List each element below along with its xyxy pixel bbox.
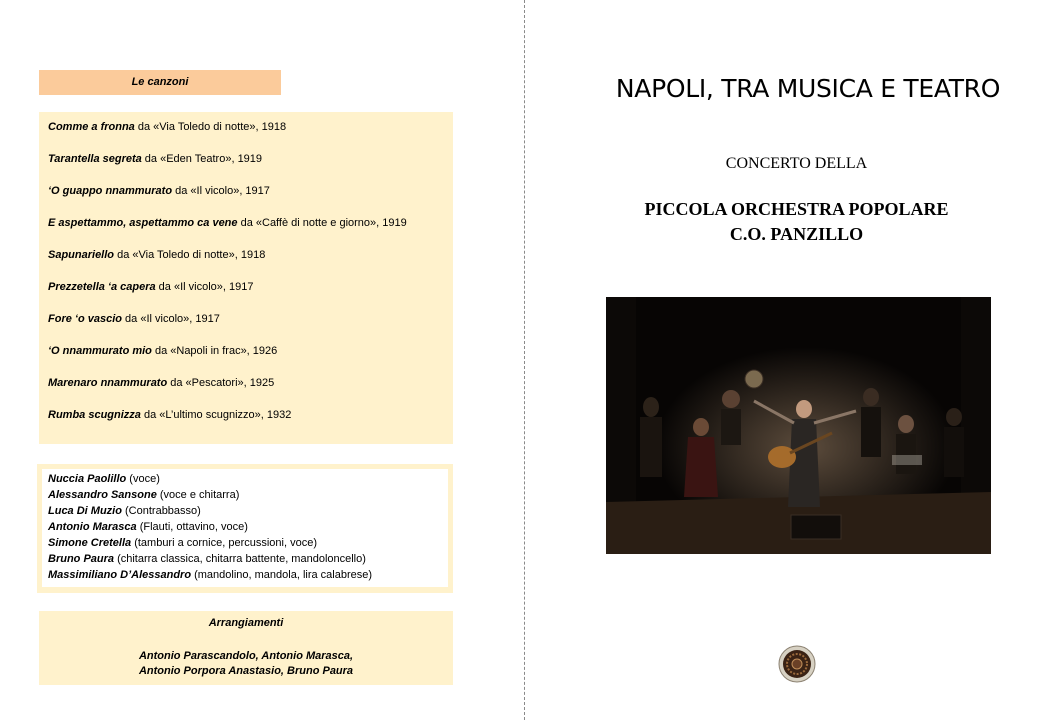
- performer-name: Massimiliano D’Alessandro: [48, 569, 192, 581]
- song-source: da «Via Toledo di notte», 1918: [114, 249, 266, 261]
- performer-item: [48, 520, 248, 534]
- song-title: Tarantella segreta: [48, 153, 142, 165]
- song-title: ‘O guappo nnammurato: [48, 185, 173, 197]
- song-title: ‘O nnammurato mio: [48, 345, 152, 357]
- song-item: [48, 248, 265, 262]
- song-source: da «L’ultimo scugnizzo», 1932: [140, 409, 292, 421]
- arrangements-box: [39, 611, 453, 685]
- arrangements-heading: Arrangiamenti: [208, 617, 284, 629]
- song-title: Prezzetella ‘a capera: [48, 281, 156, 293]
- song-source: da «Il vicolo», 1917: [155, 281, 254, 293]
- song-source: da «Caffè di notte e giorno», 1919: [237, 217, 407, 229]
- song-item: [48, 184, 270, 198]
- song-item: [48, 344, 277, 358]
- song-item: [48, 312, 220, 326]
- song-item: [48, 120, 286, 134]
- performer-role: (voce e chitarra): [156, 489, 240, 501]
- performer-item: [48, 536, 317, 550]
- song-title: Fore ‘o vascio: [48, 313, 122, 325]
- song-title: Marenaro nnammurato: [48, 377, 168, 389]
- performer-role: (chitarra classica, chitarra battente, mandoloncello): [114, 553, 366, 565]
- concert-subtitle: CONCERTO DELLA: [725, 155, 868, 172]
- performer-role: (tamburi a cornice, percussioni, voce): [131, 537, 317, 549]
- performer-item: [48, 568, 372, 582]
- orchestra-conductor: C.O. PANZILLO: [729, 224, 864, 244]
- performer-name: Nuccia Paolillo: [48, 473, 127, 485]
- performer-item: [48, 472, 160, 486]
- song-item: [48, 408, 291, 422]
- performer-name: Simone Cretella: [48, 537, 132, 549]
- song-title: Rumba scugnizza: [48, 409, 141, 421]
- arrangers-line-1: Antonio Parascandolo, Antonio Marasca,: [138, 650, 354, 662]
- song-source: da «Eden Teatro», 1919: [141, 153, 263, 165]
- performer-role: (Contrabbasso): [121, 505, 201, 517]
- song-item: [48, 152, 262, 166]
- song-source: da «Napoli in frac», 1926: [151, 345, 278, 357]
- song-item: [48, 280, 253, 294]
- page-title: NAPOLI, TRA MUSICA E TEATRO: [615, 74, 1001, 103]
- performer-item: [48, 488, 239, 502]
- performer-name: Bruno Paura: [48, 553, 115, 565]
- seal-emblem: [778, 645, 816, 683]
- concert-photo: [606, 297, 991, 554]
- performer-item: [48, 504, 201, 518]
- song-title: E aspettammo, aspettammo ca vene: [48, 217, 238, 229]
- songs-header: Le canzoni: [39, 70, 281, 95]
- song-title: Comme a fronna: [48, 121, 135, 133]
- page-fold-line: [524, 0, 525, 720]
- song-source: da «Il vicolo», 1917: [121, 313, 220, 325]
- performer-role: (mandolino, mandola, lira calabrese): [191, 569, 373, 581]
- performers-list: [42, 469, 448, 587]
- song-source: da «Via Toledo di notte», 1918: [134, 121, 287, 133]
- songs-box: [39, 112, 453, 444]
- orchestra-name: PICCOLA ORCHESTRA POPOLARE: [644, 199, 949, 219]
- song-title: Sapunariello: [48, 249, 115, 261]
- arrangers-line-2: Antonio Porpora Anastasio, Bruno Paura: [138, 665, 354, 677]
- song-source: da «Il vicolo», 1917: [172, 185, 270, 197]
- performer-name: Luca Di Muzio: [48, 505, 122, 517]
- stage-illustration: [606, 297, 991, 554]
- performers-box: [37, 464, 453, 593]
- performer-name: Antonio Marasca: [48, 521, 137, 533]
- song-item: [48, 376, 274, 390]
- song-item: [48, 216, 407, 230]
- song-source: da «Pescatori», 1925: [167, 377, 275, 389]
- performer-item: [48, 552, 366, 566]
- performer-name: Alessandro Sansone: [48, 489, 157, 501]
- performer-role: (voce): [126, 473, 160, 485]
- performer-role: (Flauti, ottavino, voce): [136, 521, 248, 533]
